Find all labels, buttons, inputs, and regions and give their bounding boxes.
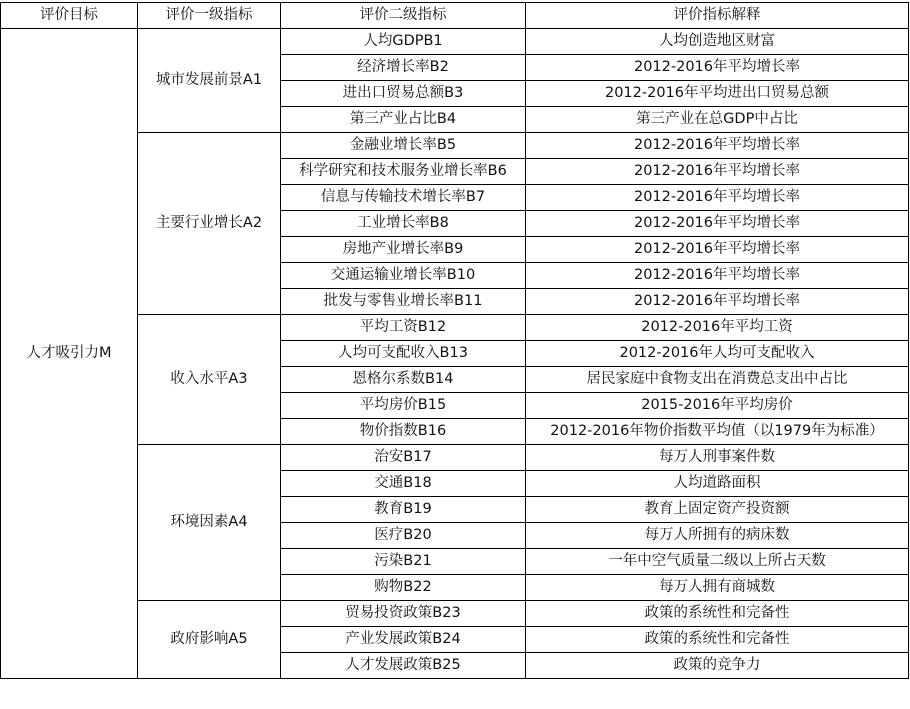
header-second-level-indicator: 评价二级指标 <box>281 3 526 29</box>
indicator-explanation-cell: 2012-2016年平均增长率 <box>526 263 909 289</box>
first-level-indicator-cell: 收入水平A3 <box>138 315 281 445</box>
indicator-explanation-cell: 2012-2016年平均增长率 <box>526 237 909 263</box>
indicator-explanation-cell: 政策的系统性和完备性 <box>526 627 909 653</box>
second-level-indicator-cell: 金融业增长率B5 <box>281 133 526 159</box>
indicator-explanation-cell: 教育上固定资产投资额 <box>526 497 909 523</box>
indicator-explanation-cell: 2012-2016年平均增长率 <box>526 211 909 237</box>
indicator-explanation-cell: 2012-2016年平均增长率 <box>526 133 909 159</box>
second-level-indicator-cell: 房地产业增长率B9 <box>281 237 526 263</box>
second-level-indicator-cell: 医疗B20 <box>281 523 526 549</box>
second-level-indicator-cell: 产业发展政策B24 <box>281 627 526 653</box>
indicator-explanation-cell: 2012-2016年平均增长率 <box>526 185 909 211</box>
indicator-explanation-cell: 一年中空气质量二级以上所占天数 <box>526 549 909 575</box>
second-level-indicator-cell: 信息与传输技术增长率B7 <box>281 185 526 211</box>
indicator-explanation-cell: 2012-2016年平均增长率 <box>526 159 909 185</box>
second-level-indicator-cell: 工业增长率B8 <box>281 211 526 237</box>
indicator-explanation-cell: 2012-2016年平均增长率 <box>526 55 909 81</box>
table-row <box>1 29 909 55</box>
first-level-indicator-cell: 政府影响A5 <box>138 601 281 679</box>
indicator-explanation-cell: 2012-2016年人均可支配收入 <box>526 341 909 367</box>
second-level-indicator-cell: 贸易投资政策B23 <box>281 601 526 627</box>
table-row <box>1 133 909 159</box>
indicator-explanation-cell: 人均创造地区财富 <box>526 29 909 55</box>
header-target: 评价目标 <box>1 3 138 29</box>
first-level-indicator-cell: 环境因素A4 <box>138 445 281 601</box>
indicator-explanation-cell: 2012-2016年平均增长率 <box>526 289 909 315</box>
indicator-explanation-cell: 2012-2016年平均进出口贸易总额 <box>526 81 909 107</box>
table-row <box>1 601 909 627</box>
second-level-indicator-cell: 平均工资B12 <box>281 315 526 341</box>
first-level-indicator-cell: 城市发展前景A1 <box>138 29 281 133</box>
second-level-indicator-cell: 交通B18 <box>281 471 526 497</box>
header-row <box>1 3 909 29</box>
header-first-level-indicator: 评价一级指标 <box>138 3 281 29</box>
second-level-indicator-cell: 教育B19 <box>281 497 526 523</box>
indicator-explanation-cell: 第三产业在总GDP中占比 <box>526 107 909 133</box>
indicator-explanation-cell: 2012-2016年平均工资 <box>526 315 909 341</box>
second-level-indicator-cell: 平均房价B15 <box>281 393 526 419</box>
second-level-indicator-cell: 交通运输业增长率B10 <box>281 263 526 289</box>
second-level-indicator-cell: 进出口贸易总额B3 <box>281 81 526 107</box>
indicator-explanation-cell: 每万人拥有商城数 <box>526 575 909 601</box>
indicator-explanation-cell: 人均道路面积 <box>526 471 909 497</box>
table-header <box>1 3 909 29</box>
indicator-explanation-cell: 每万人刑事案件数 <box>526 445 909 471</box>
indicator-explanation-cell: 2015-2016年平均房价 <box>526 393 909 419</box>
second-level-indicator-cell: 人才发展政策B25 <box>281 653 526 679</box>
second-level-indicator-cell: 批发与零售业增长率B11 <box>281 289 526 315</box>
second-level-indicator-cell: 购物B22 <box>281 575 526 601</box>
second-level-indicator-cell: 人均可支配收入B13 <box>281 341 526 367</box>
second-level-indicator-cell: 经济增长率B2 <box>281 55 526 81</box>
indicator-explanation-cell: 2012-2016年物价指数平均值（以1979年为标准） <box>526 419 909 445</box>
table-row <box>1 315 909 341</box>
second-level-indicator-cell: 科学研究和技术服务业增长率B6 <box>281 159 526 185</box>
second-level-indicator-cell: 治安B17 <box>281 445 526 471</box>
second-level-indicator-cell: 物价指数B16 <box>281 419 526 445</box>
table-body <box>1 29 909 679</box>
evaluation-index-table <box>0 2 909 679</box>
second-level-indicator-cell: 人均GDPB1 <box>281 29 526 55</box>
evaluation-target-cell: 人才吸引力M <box>1 29 138 679</box>
indicator-explanation-cell: 居民家庭中食物支出在消费总支出中占比 <box>526 367 909 393</box>
second-level-indicator-cell: 污染B21 <box>281 549 526 575</box>
indicator-explanation-cell: 每万人所拥有的病床数 <box>526 523 909 549</box>
second-level-indicator-cell: 第三产业占比B4 <box>281 107 526 133</box>
first-level-indicator-cell: 主要行业增长A2 <box>138 133 281 315</box>
indicator-explanation-cell: 政策的系统性和完备性 <box>526 601 909 627</box>
second-level-indicator-cell: 恩格尔系数B14 <box>281 367 526 393</box>
header-indicator-explanation: 评价指标解释 <box>526 3 909 29</box>
table-row <box>1 445 909 471</box>
indicator-explanation-cell: 政策的竞争力 <box>526 653 909 679</box>
